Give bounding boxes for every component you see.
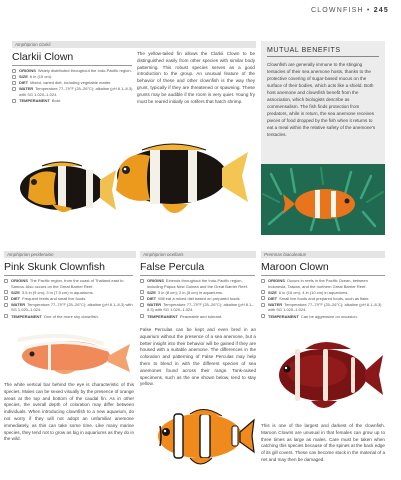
fact-item: ORIGINS Extends throughout the Indo-Pacific region, including Papua New Guinea and the Great Barrier Reef. [140,278,256,289]
clarkii-body: The yellow-tailed fin allows the Clarkii Clown to be distinguished easily from other species with similar body patterning. This robust species serves as a good introduction to the group. An unusual feature of the behavior of these and other clownfish is the way they grunt, typically if they are threatened or spawning. These grunts may be audible if the room is very quiet. Young fry must be reared initially on rotifers that hatch shrimp. [137,51,255,104]
fact-item: ORIGINS Widely distributed throughout the Indo-Pacific region. [12,68,133,74]
maroon-clown-photo [261,327,385,419]
maroon-facts [261,278,385,320]
anemone-icon [261,164,385,235]
origins-tag-icon [261,279,265,283]
fact-item: TEMPERAMENT Bold. [12,98,133,104]
clarkii-facts [12,68,133,104]
water-tag-icon [261,303,265,307]
pink-skunk-facts [4,278,134,320]
fact-item: DIET Mixed, varied diet, including vegetable matter. [12,80,133,86]
temperament-tag-icon [12,99,16,103]
fact-item: ORIGINS The Pacific region, from the coast of Thailand east to Samoa. Also occurs on the Great Barrier Reef. [4,278,134,289]
page-number: 245 [373,7,389,14]
maroon-title-rule [261,275,385,276]
running-header [311,7,389,14]
pink-skunk-clownfish-photo [4,330,134,378]
maroon-fish-icon [261,327,385,419]
clarkii-title-rule [12,65,132,66]
false-percula-title: False Percula [140,261,205,273]
clarkii-scientific-name: Amphiprion clarkii [12,41,256,48]
maroon-title: Maroon Clown [261,261,329,273]
pink-skunk-fish-icon [4,330,134,378]
fact-item: TEMPERAMENT Peaceable and tolerant. [140,314,256,320]
pink-skunk-title-rule [4,275,133,276]
clarkii-clownfish-photo [12,118,256,228]
size-tag-icon [261,290,265,294]
temperament-tag-icon [261,314,265,318]
water-tag-icon [4,303,8,307]
temperament-tag-icon [140,314,144,318]
origins-tag-icon [12,69,16,73]
fact-item: SIZE 3.5 in (9 cm); 3 in (7.5 cm) in aquariums. [4,290,134,296]
false-percula-facts [140,278,256,320]
diet-tag-icon [140,296,144,300]
diet-tag-icon [4,296,8,300]
clarkii-title: Clarkii Clown [12,51,74,63]
false-percula-fish-icon [140,398,256,472]
fact-item: DIET Small live foods and prepared foods, such as flake. [261,296,385,302]
diet-tag-icon [261,296,265,300]
maroon-scientific-name: Premnas biaculeatus [261,251,385,258]
size-tag-icon [12,75,16,79]
fact-item: TEMPERAMENT Can be aggressive on occasion. [261,314,385,320]
origins-tag-icon [4,279,8,283]
clownfish-in-anemone-photo [261,164,385,235]
size-tag-icon [140,290,144,294]
fact-item: DIET Will eat a mixed diet based on prepared foods. [140,296,256,302]
fact-item: SIZE 6 in (16 cm); 4 in (10 cm) in aquariums. [261,290,385,296]
water-tag-icon [140,303,144,307]
fact-item: WATER Temperature 77–79°F (25–26°C); alkaline (pH 8.1–8.3) with SG 1.020–1.024. [12,86,133,97]
temperament-tag-icon [4,314,8,318]
fact-item: WATER Temperature 77–79°F (25–26°C); alkaline (pH 8.1–8.3) with SG 1.020–1.024. [261,302,385,313]
fact-item: SIZE 6 in (15 cm). [12,74,133,80]
pink-skunk-scientific-name: Amphiprion perideraion [4,251,136,258]
false-percula-title-rule [140,275,255,276]
header-bullet: • [366,7,371,14]
mutual-benefits-title: MUTUAL BENEFITS [267,47,379,57]
false-percula-photo [140,398,256,472]
mutual-benefits-text: Clownfish are generally immune to the stinging tentacles of their sea anemone hosts, thanks to the protective covering of sugar-based mucus on the surface of their bodies, which acts like a shield. Both host anemone and clownfish benefit from the association, which biologists describe as commensalism. The fish finds protection from predators, while in return, the sea anemone receives pieces of food dropped by the fish when it returns to eat a meal within the relative safety of the anemone's tentacles. [267,62,376,137]
fact-item: TEMPERAMENT One of the more shy clownfish. [4,314,134,320]
fact-item: WATER Temperature 77–79°F (25–26°C); alkaline (pH 8.1–8.3) with SG 1.020–1.024. [4,302,134,313]
false-percula-body: False Perculas can be kept and even bred in an aquarium without the presence of a sea anemone, but a better insight into their behavior will be gained if they are housed with a suitable anemone. The differences in the coloration and patterning of False Perculas may help them to blend in with the different species of sea anemones found across their range. Tank-raised specimens, such as the one shown below, tend to stay yellow. [140,327,256,387]
maroon-body: This is one of the largest and darkest of the clownfish. Maroon Clowns are unusual in that females can grow up to three times as large as males. Care must be taken when catching this species because of the spines at the back edge of its gill covers. These can become stuck in the material of a net and may then be damaged. [261,423,386,462]
fact-item: SIZE 3 in (8 cm); 2 in (5 cm) in aquariums. [140,290,256,296]
origins-tag-icon [140,279,144,283]
fact-item: DIET Frequent feeds and small live foods. [4,296,134,302]
fact-item: ORIGINS Occurs in reefs in the Pacific Ocean, between Indonesia, Taiwan, and the northern Great Barrier Reef. [261,278,385,289]
pink-skunk-title: Pink Skunk Clownfish [4,261,105,273]
diet-tag-icon [12,81,16,85]
fact-item: WATER Temperature 77–79°F (25–26°C); alkaline (pH 8.1–8.3) with SG 1.020–1.024. [140,302,256,313]
water-tag-icon [12,87,16,91]
clarkii-fish-icon [12,118,256,228]
pink-skunk-body: The white vertical bar behind the eye is characteristic of this species. Males can be sexed visually by the presence of orange areas at the top and bottom of the caudal fin. As in other species, the overall depth of coloration may differ between individuals. When introducing clownfish to a new aquarium, do not worry if they will not adopt an unfamiliar anemone immediately, as this can take some time. Like many marine species, they tend not to grow as big in aquariums as they do in the wild. [4,382,134,442]
false-percula-scientific-name: Amphiprion ocellaris [140,251,256,258]
mutual-benefits-box [261,41,385,164]
size-tag-icon [4,290,8,294]
header-section: CLOWNFISH [310,7,364,14]
